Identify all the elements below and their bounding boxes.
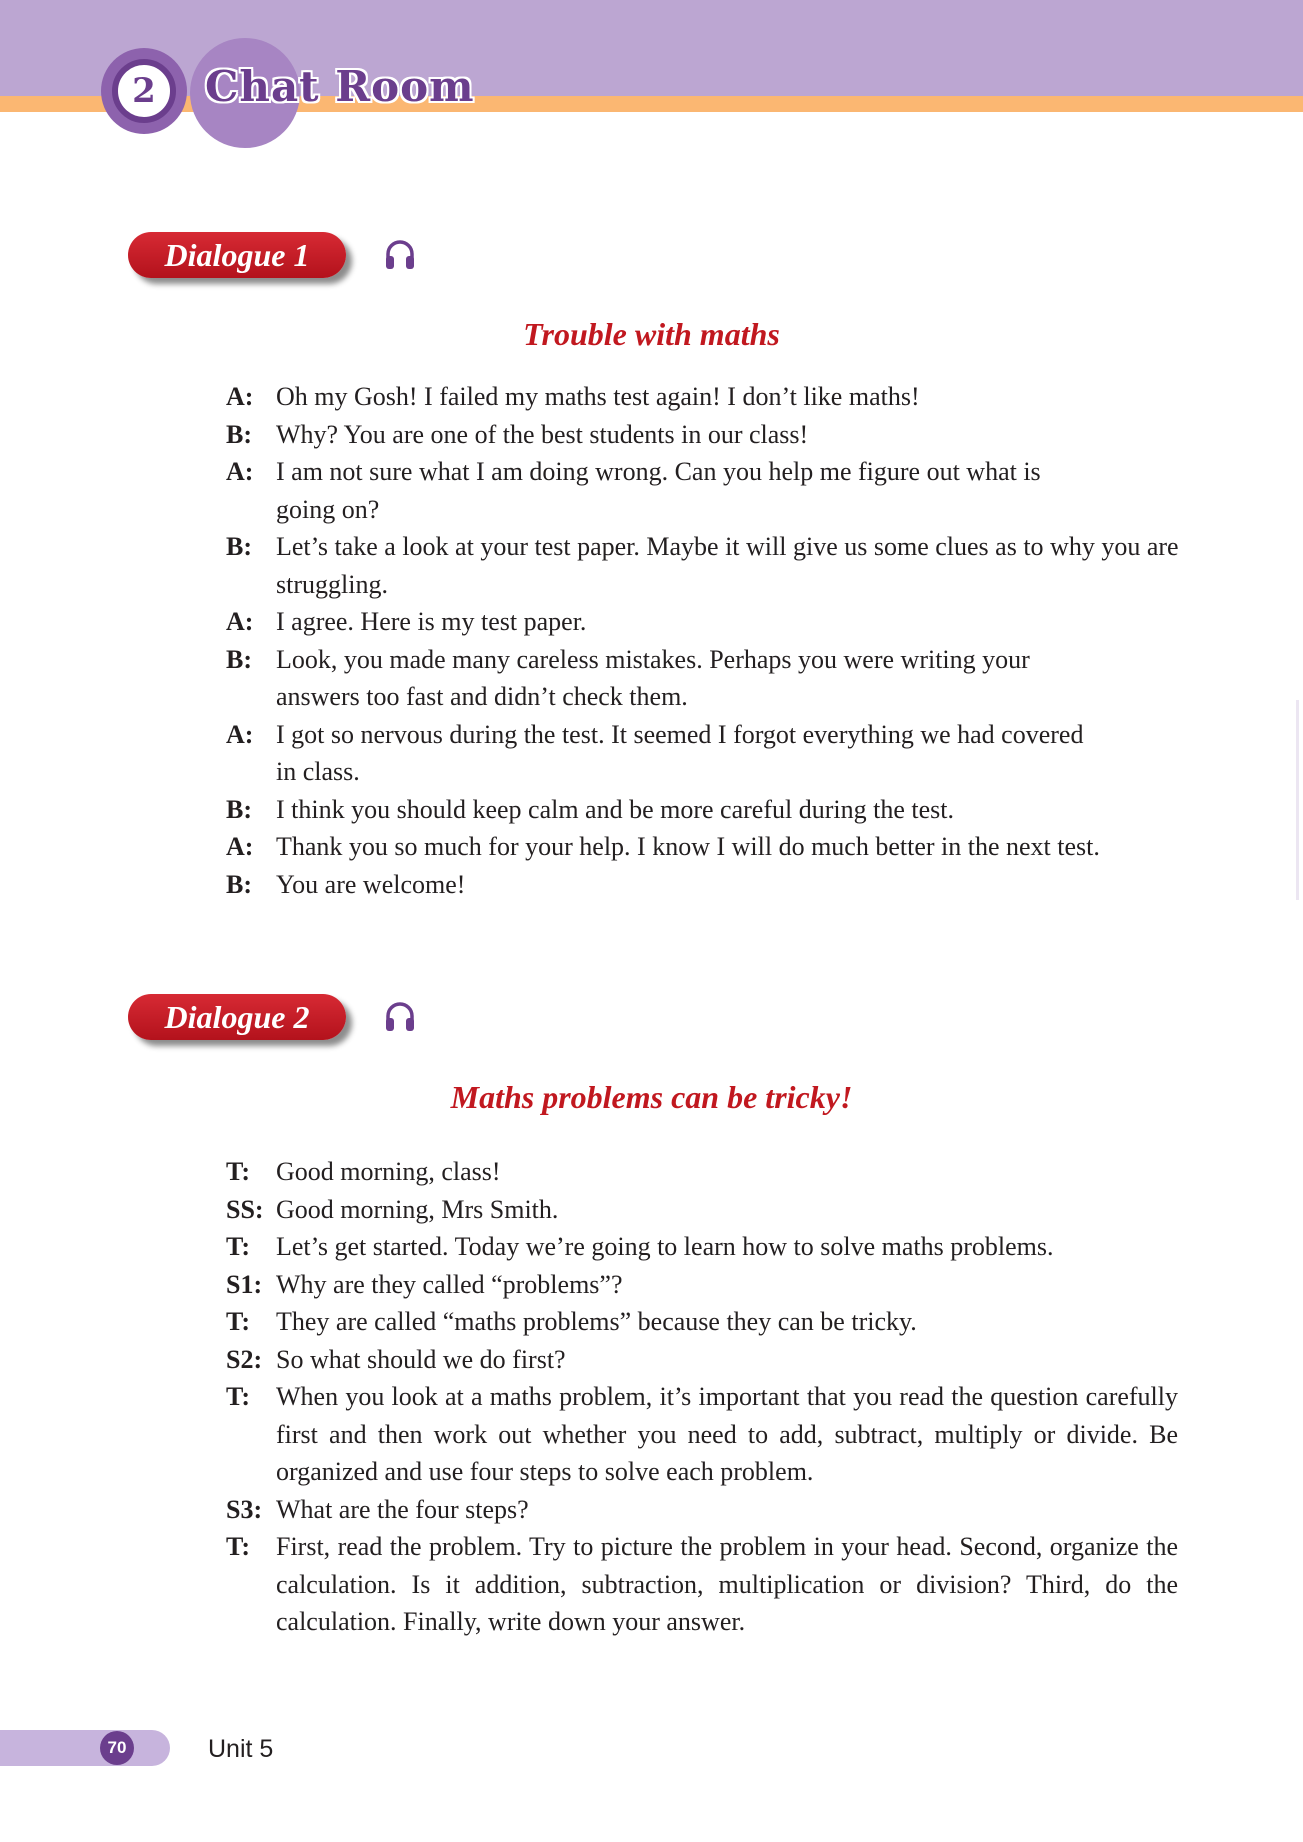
- dialogue-2-title: Maths problems can be tricky!: [450, 1079, 853, 1115]
- line-text: Oh my Gosh! I failed my maths test again! I don’t like maths!: [276, 382, 920, 411]
- line-text: Look, you made many careless mistakes. Perhaps you were writing your answers too fast and didn’t check them.: [276, 644, 1030, 711]
- dialogue-1-lines: [226, 378, 1186, 903]
- dialogue-line: [226, 1528, 1178, 1641]
- line-text: Good morning, class!: [276, 1157, 501, 1186]
- dialogue-line: [226, 1191, 1178, 1229]
- dialogue-line: [226, 603, 1186, 641]
- dialogue-1-title: Trouble with maths: [523, 316, 780, 352]
- dialogue-line: [226, 1341, 1178, 1379]
- speaker-label: T:: [226, 1382, 251, 1411]
- speaker-label: A:: [226, 719, 254, 749]
- section-number-badge: [101, 48, 187, 134]
- dialogue-1-label: Dialogue 1: [128, 232, 346, 278]
- line-text: Why? You are one of the best students in our class!: [276, 419, 809, 449]
- footer-bar: [0, 1730, 170, 1766]
- section-number: 2: [112, 59, 176, 123]
- line-text: They are called “maths problems” because they can be tricky.: [276, 1307, 917, 1336]
- speaker-label: S2:: [226, 1344, 263, 1374]
- line-text: Why are they called “problems”?: [276, 1269, 623, 1299]
- dialogue-line: [226, 416, 1186, 454]
- speaker-label: A:: [226, 832, 254, 861]
- speaker-label: B:: [226, 644, 252, 674]
- dialogue-line: [226, 791, 1186, 829]
- dialogue-line: [226, 453, 1106, 528]
- page-title: Chat Room: [205, 62, 475, 111]
- line-text: I am not sure what I am doing wrong. Can you help me figure out what is going on?: [276, 457, 1041, 524]
- line-text: Good morning, Mrs Smith.: [276, 1194, 559, 1224]
- speaker-label: A:: [226, 457, 254, 486]
- speaker-label: S3:: [226, 1494, 263, 1524]
- page-edge-mark: [1296, 700, 1299, 900]
- headphones-icon[interactable]: [383, 238, 417, 272]
- line-text: You are welcome!: [276, 869, 466, 899]
- speaker-label: B:: [226, 532, 252, 561]
- line-text: Let’s take a look at your test paper. Maybe it will give us some clues as to why you are struggling.: [276, 532, 1179, 599]
- dialogue-line: [226, 1491, 1178, 1529]
- line-text: What are the four steps?: [276, 1494, 529, 1524]
- dialogue-line: [226, 716, 1086, 791]
- line-text: So what should we do first?: [276, 1344, 566, 1374]
- speaker-label: S1:: [226, 1269, 263, 1299]
- dialogue-line: [226, 1266, 1178, 1304]
- dialogue-line: [226, 1378, 1178, 1491]
- dialogue-line: [226, 378, 1186, 416]
- dialogue-line: [226, 866, 1186, 904]
- speaker-label: A:: [226, 607, 254, 636]
- line-text: Thank you so much for your help. I know I will do much better in the next test.: [276, 832, 1100, 861]
- speaker-label: T:: [226, 1532, 251, 1561]
- speaker-label: A:: [226, 382, 254, 411]
- dialogue-line: [226, 528, 1186, 603]
- dialogue-line: [226, 828, 1186, 866]
- line-text: When you look at a maths problem, it’s important that you read the question carefully first and then work out whether you need to add, subtract, multiply or divide. Be organized and use four steps to solve each problem.: [276, 1382, 1178, 1486]
- speaker-label: B:: [226, 869, 252, 899]
- speaker-label: B:: [226, 419, 252, 449]
- unit-label: Unit 5: [208, 1735, 274, 1763]
- speaker-label: T:: [226, 1307, 251, 1336]
- speaker-label: T:: [226, 1157, 251, 1186]
- speaker-label: B:: [226, 794, 252, 824]
- line-text: I think you should keep calm and be more careful during the test.: [276, 794, 954, 824]
- line-text: I agree. Here is my test paper.: [276, 607, 587, 636]
- line-text: First, read the problem. Try to picture the problem in your head. Second, organize the calculation. Is it addition, subtraction, multiplication or division? Third, do the calculation. Finally, write down your answer.: [276, 1532, 1178, 1636]
- speaker-label: SS:: [226, 1194, 264, 1224]
- dialogue-line: [226, 1153, 1178, 1191]
- dialogue-2-label: Dialogue 2: [128, 994, 346, 1040]
- headphones-icon[interactable]: [383, 1000, 417, 1034]
- speaker-label: T:: [226, 1232, 251, 1261]
- dialogue-line: [226, 641, 1106, 716]
- dialogue-line: [226, 1228, 1178, 1266]
- dialogue-2-lines: [226, 1153, 1178, 1641]
- line-text: Let’s get started. Today we’re going to learn how to solve maths problems.: [276, 1232, 1054, 1261]
- dialogue-line: [226, 1303, 1178, 1341]
- line-text: I got so nervous during the test. It seemed I forgot everything we had covered in class.: [276, 719, 1084, 786]
- page-number: 70: [100, 1731, 134, 1765]
